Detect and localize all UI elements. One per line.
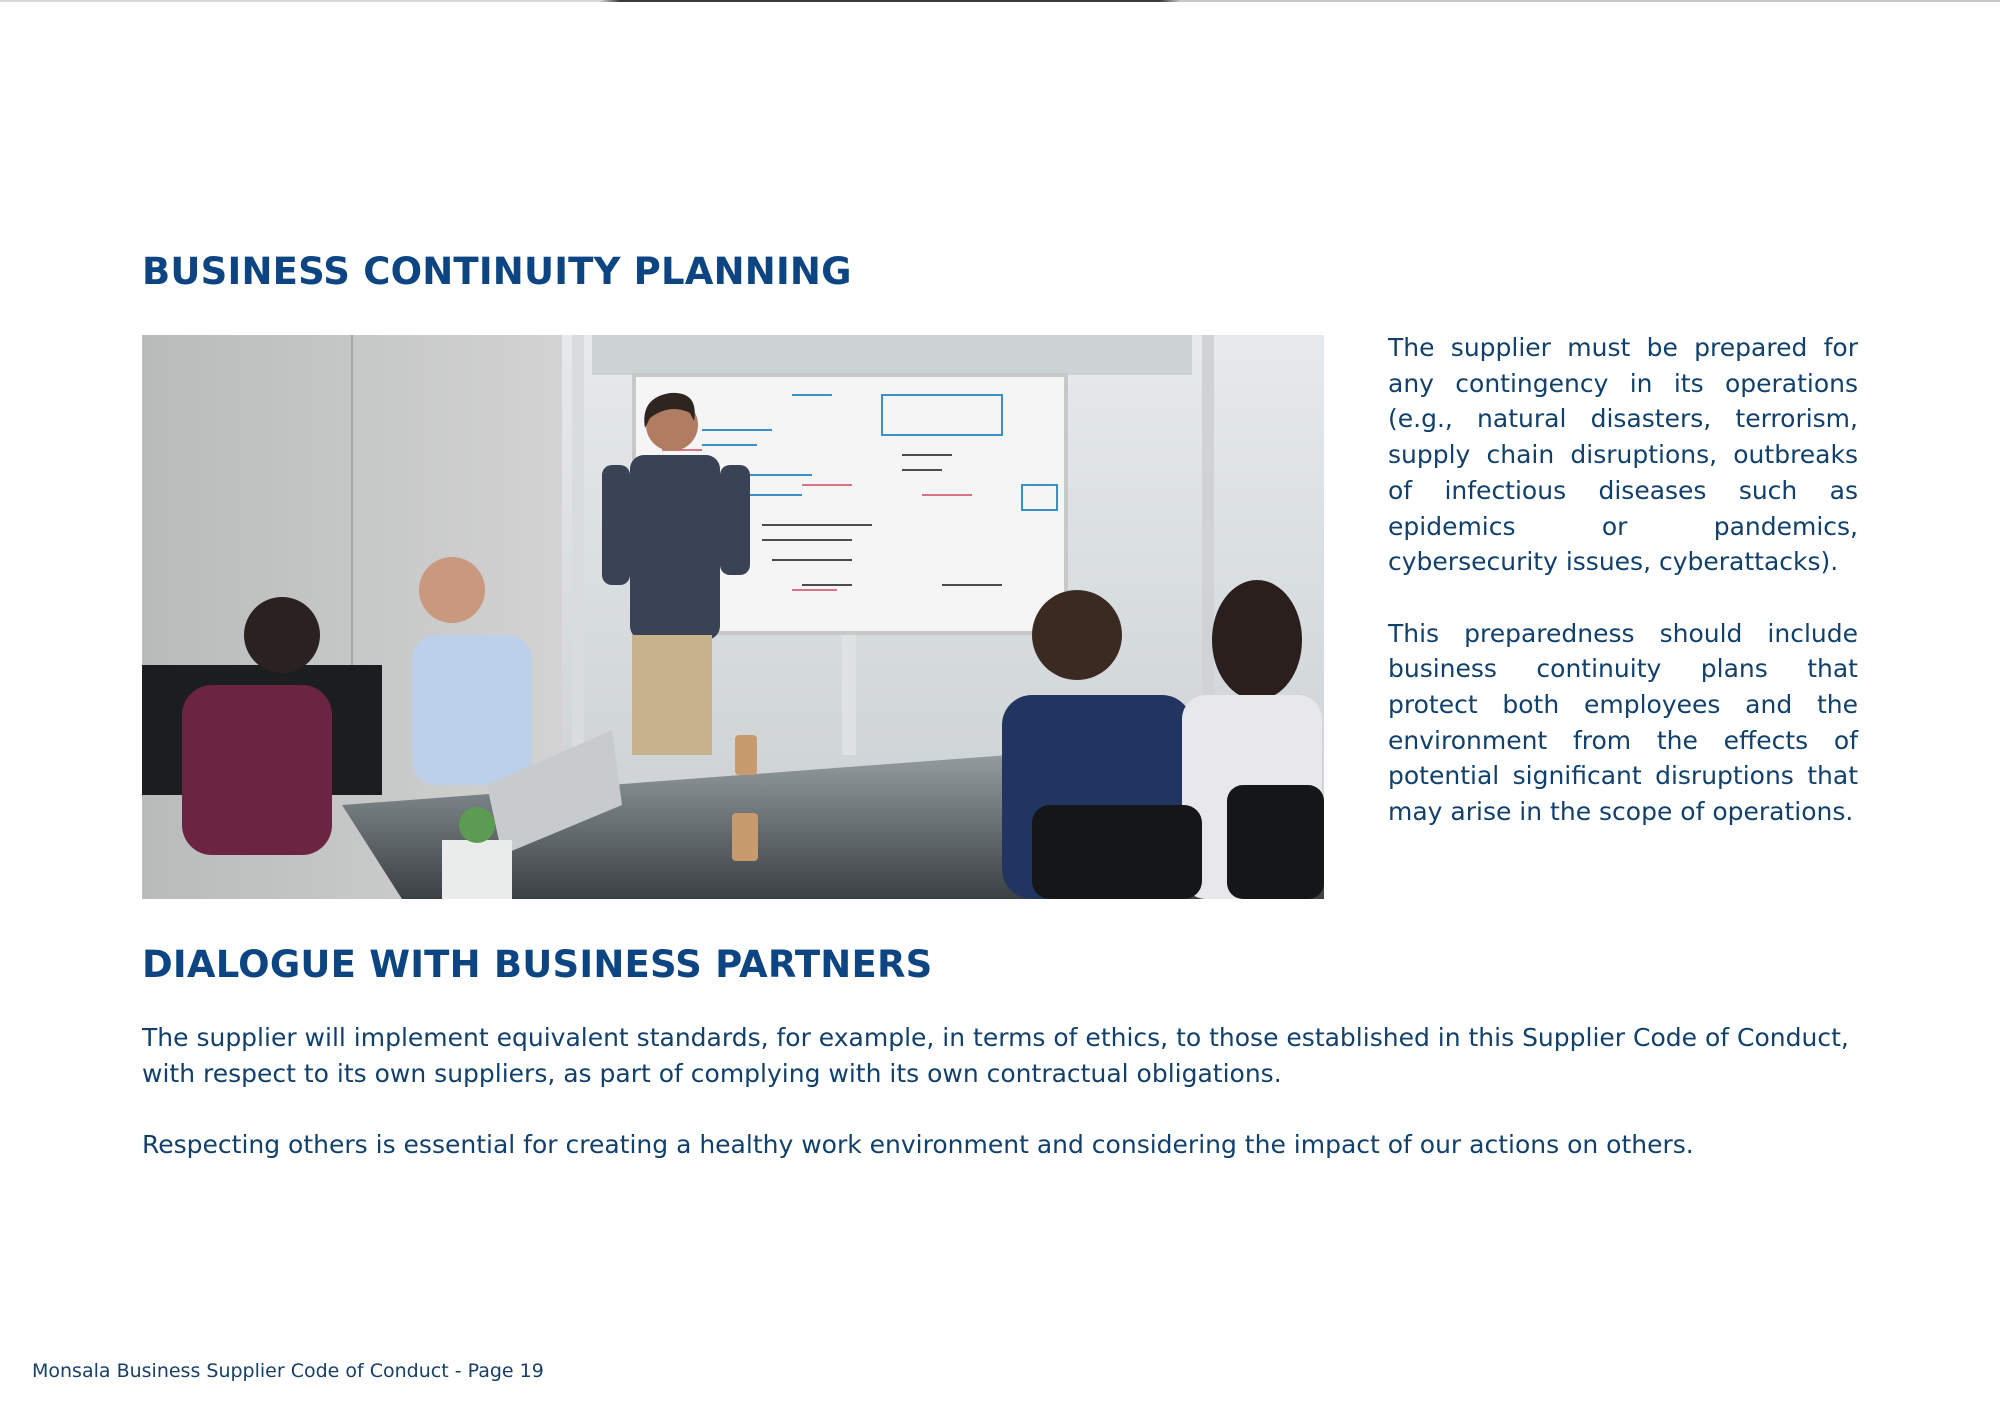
top-rule xyxy=(0,0,2000,2)
section-title-business-continuity: BUSINESS CONTINUITY PLANNING xyxy=(142,250,852,293)
page-footer: Monsala Business Supplier Code of Conduct - Page 19 xyxy=(32,1360,544,1382)
business-continuity-paragraph-2: This preparedness should include business continuity plans that protect both employees and the environment from the effects of potential significant disruptions that may arise in the scope of operations. xyxy=(1388,618,1858,827)
dialogue-paragraph-1: The supplier will implement equivalent standards, for example, in terms of ethics, to those established in this Supplier Code of Conduct, with respect to its own suppliers, as part of complying with its own contractual obligations. xyxy=(142,1023,1849,1088)
business-continuity-paragraph-1: The supplier must be prepared for any contingency in its operations (e.g., natural disasters, terrorism, supply chain disruptions, outbreaks of infectious diseases such as epidemics or pandemics, cybersecurity issues, cyberattacks). xyxy=(1388,333,1858,577)
dialogue-paragraph-2: Respecting others is essential for creating a healthy work environment and considering the impact of our actions on others. xyxy=(142,1130,1694,1160)
dialogue-text xyxy=(142,1020,1858,1198)
business-continuity-text xyxy=(1388,330,1858,866)
section-title-dialogue: DIALOGUE WITH BUSINESS PARTNERS xyxy=(142,943,933,986)
meeting-photo xyxy=(142,335,1324,899)
